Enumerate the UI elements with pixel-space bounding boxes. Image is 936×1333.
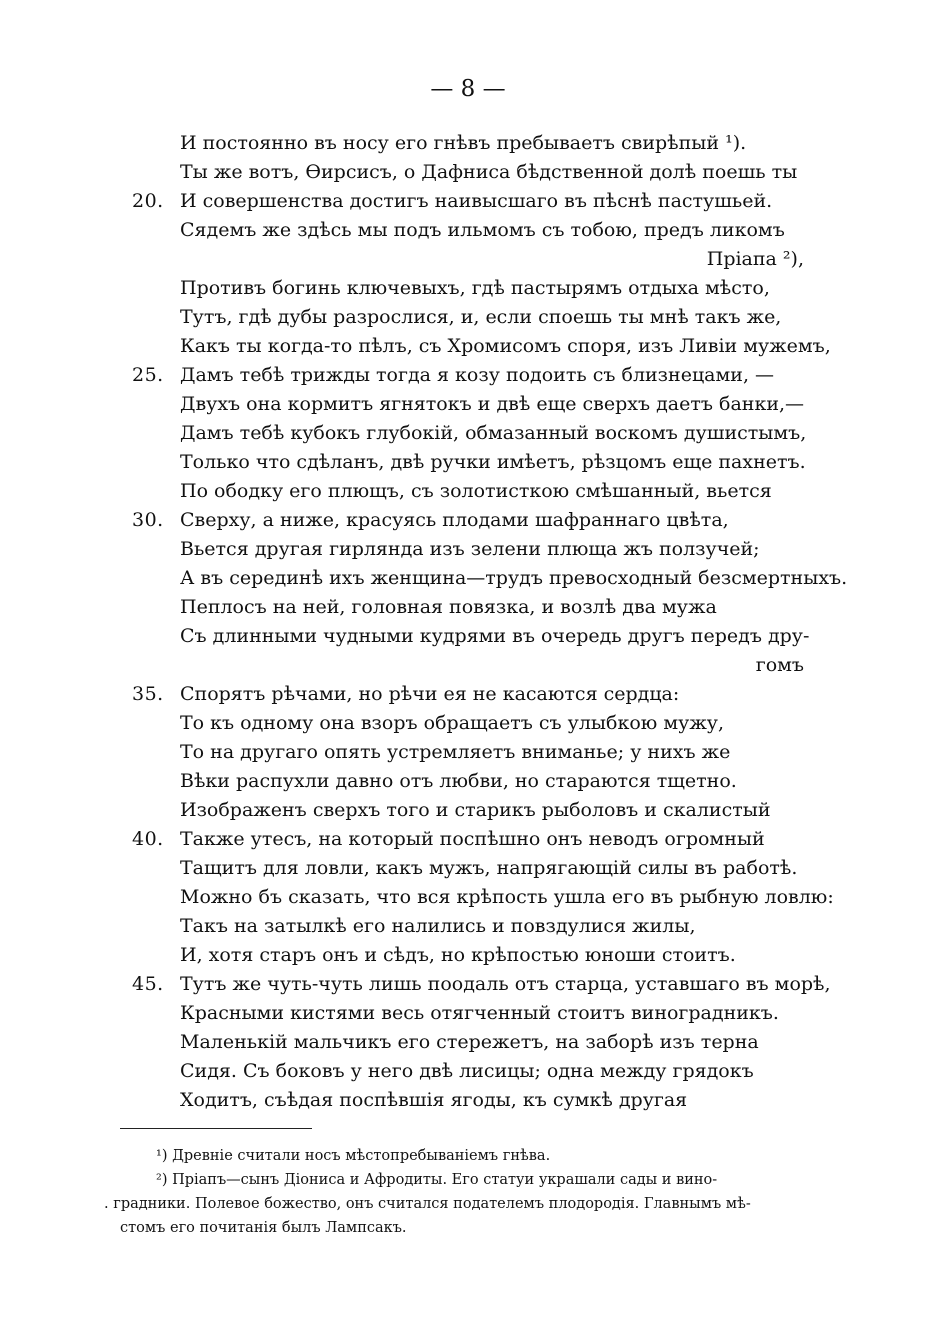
verse-line-text: Двухъ она кормитъ ягнятокъ и двѣ еще сверхъ даетъ банки,— bbox=[180, 393, 805, 415]
verse-line bbox=[0, 477, 936, 506]
verse-line-number: 20. bbox=[132, 190, 164, 212]
verse-line-text: И постоянно въ носу его гнѣвъ пребываетъ свирѣпый ¹). bbox=[180, 132, 747, 154]
verse-line bbox=[0, 187, 936, 216]
verse-line-text: Сверху, а ниже, красуясь плодами шафраннаго цвѣта, bbox=[180, 509, 729, 531]
verse-line-text: Также утесъ, на который поспѣшно онъ неводъ огромный bbox=[180, 828, 765, 850]
verse-line-text: И, хотя старъ онъ и сѣдъ, но крѣпостью юноши стоитъ. bbox=[180, 944, 736, 966]
verse-line bbox=[0, 1057, 936, 1086]
verse-line bbox=[0, 941, 936, 970]
verse-line bbox=[0, 738, 936, 767]
verse-line-text: Тутъ, гдѣ дубы разрослися, и, если споешь ты мнѣ такъ же, bbox=[180, 306, 782, 328]
verse-line bbox=[0, 1028, 936, 1057]
verse-line-text: Такъ на затылкѣ его налились и повздулися жилы, bbox=[180, 915, 696, 937]
verse-line bbox=[0, 390, 936, 419]
verse-line-text: Ходитъ, съѣдая поспѣвшія ягоды, къ сумкѣ другая bbox=[180, 1089, 688, 1111]
verse-line-text: Пріапа ²), bbox=[706, 248, 804, 270]
verse-line-text: Дамъ тебѣ трижды тогда я козу подоить съ близнецами, — bbox=[180, 364, 775, 386]
verse-line-text: Ты же вотъ, Ѳирсисъ, о Дафниса бѣдственной долѣ поешь ты bbox=[180, 161, 798, 183]
verse-line-text: Противъ богинь ключевыхъ, гдѣ пастырямъ отдыха мѣсто, bbox=[180, 277, 770, 299]
footnote-line bbox=[0, 1168, 936, 1192]
verse-line bbox=[0, 651, 936, 680]
verse-line bbox=[0, 767, 936, 796]
verse-line bbox=[0, 129, 936, 158]
verse-line bbox=[0, 274, 936, 303]
footnote-line bbox=[0, 1192, 936, 1216]
verse-line bbox=[0, 332, 936, 361]
footnote-text: ¹) Древніе считали носъ мѣстопребываніемъ гнѣва. bbox=[156, 1148, 551, 1164]
verse-line-text: Можно бъ сказать, что вся крѣпость ушла его въ рыбную ловлю: bbox=[180, 886, 834, 908]
verse-line-text: Вьется другая гирлянда изъ зелени плюща жъ ползучей; bbox=[180, 538, 760, 560]
verse-line bbox=[0, 361, 936, 390]
verse-line bbox=[0, 999, 936, 1028]
verse-line bbox=[0, 970, 936, 999]
verse-line-number: 25. bbox=[132, 364, 164, 386]
verse-line bbox=[0, 245, 936, 274]
verse-line-number: 45. bbox=[132, 973, 164, 995]
verse-line-text: Вѣки распухли давно отъ любви, но стараются тщетно. bbox=[180, 770, 737, 792]
verse-line-text: И совершенства достигъ наивысшаго въ пѣснѣ пастушьей. bbox=[180, 190, 773, 212]
verse-line bbox=[0, 680, 936, 709]
footnote-divider bbox=[120, 1128, 312, 1129]
verse-line bbox=[0, 564, 936, 593]
verse-line bbox=[0, 593, 936, 622]
verse-line bbox=[0, 796, 936, 825]
verse-line bbox=[0, 854, 936, 883]
verse-line bbox=[0, 448, 936, 477]
verse-line bbox=[0, 506, 936, 535]
footnotes bbox=[0, 1144, 936, 1240]
verse-line bbox=[0, 883, 936, 912]
verse-line bbox=[0, 535, 936, 564]
footnote-text: ²) Пріапъ—сынъ Діониса и Афродиты. Его статуи украшали сады и вино- bbox=[156, 1172, 718, 1188]
verse-line-text: Съ длинными чудными кудрями въ очередь другъ передъ дру- bbox=[180, 625, 810, 647]
verse-line bbox=[0, 912, 936, 941]
verse-line-text: Спорятъ рѣчами, но рѣчи ея не касаются сердца: bbox=[180, 683, 680, 705]
verse-line bbox=[0, 158, 936, 187]
verse-line-text: А въ серединѣ ихъ женщина—трудъ превосходный безсмертныхъ. bbox=[180, 567, 848, 589]
verse-line bbox=[0, 216, 936, 245]
verse-line-text: То къ одному она взоръ обращаетъ съ улыбкою мужу, bbox=[180, 712, 725, 734]
verse-line-text: Какъ ты когда-то пѣлъ, съ Хромисомъ споря, изъ Ливіи мужемъ, bbox=[180, 335, 831, 357]
verse-line bbox=[0, 825, 936, 854]
footnote-text: стомъ его почитанія былъ Лампсакъ. bbox=[120, 1220, 407, 1236]
verse-line bbox=[0, 622, 936, 651]
verse-line-number: 35. bbox=[132, 683, 164, 705]
verse-line bbox=[0, 303, 936, 332]
verse-line-text: Сидя. Съ боковъ у него двѣ лисицы; одна между грядокъ bbox=[180, 1060, 754, 1082]
footnote-text: . градники. Полевое божество, онъ считался подателемъ плодородія. Главнымъ мѣ- bbox=[104, 1196, 751, 1212]
verse-line-text: Изображенъ сверхъ того и старикъ рыболовъ и скалистый bbox=[180, 799, 771, 821]
verse-line bbox=[0, 1086, 936, 1115]
verse-line-text: Только что сдѣланъ, двѣ ручки имѣетъ, рѣзцомъ еще пахнетъ. bbox=[180, 451, 806, 473]
verse-line-number: 40. bbox=[132, 828, 164, 850]
page-number: — 8 — bbox=[430, 76, 506, 102]
verse-line-text: Дамъ тебѣ кубокъ глубокій, обмазанный воскомъ душистымъ, bbox=[180, 422, 807, 444]
verse-line-text: Тащитъ для ловли, какъ мужъ, напрягающій силы въ работѣ. bbox=[180, 857, 798, 879]
verse-line-text: Пеплосъ на ней, головная повязка, и возлѣ два мужа bbox=[180, 596, 717, 618]
footnote-line bbox=[0, 1216, 936, 1240]
footnote-line bbox=[0, 1144, 936, 1168]
verse-line-number: 30. bbox=[132, 509, 164, 531]
verse-line-text: Тутъ же чуть-чуть лишь поодаль отъ старца, уставшаго въ морѣ, bbox=[180, 973, 831, 995]
verse-line-text: Красными кистями весь отягченный стоитъ виноградникъ. bbox=[180, 1002, 779, 1024]
verse-line bbox=[0, 709, 936, 738]
verse-line-text: То на другаго опять устремляетъ вниманье; у нихъ же bbox=[180, 741, 731, 763]
verse-line-text: Маленькій мальчикъ его стережетъ, на заборѣ изъ терна bbox=[180, 1031, 759, 1053]
verse-line-text: По ободку его плющъ, съ золотисткою смѣшанный, вьется bbox=[180, 480, 772, 502]
verse-line-text: Сядемъ же здѣсь мы подъ ильмомъ съ тобою, предъ ликомъ bbox=[180, 219, 785, 241]
verse-line bbox=[0, 419, 936, 448]
poem-body bbox=[0, 129, 936, 1115]
verse-line-text: гомъ bbox=[755, 654, 804, 676]
